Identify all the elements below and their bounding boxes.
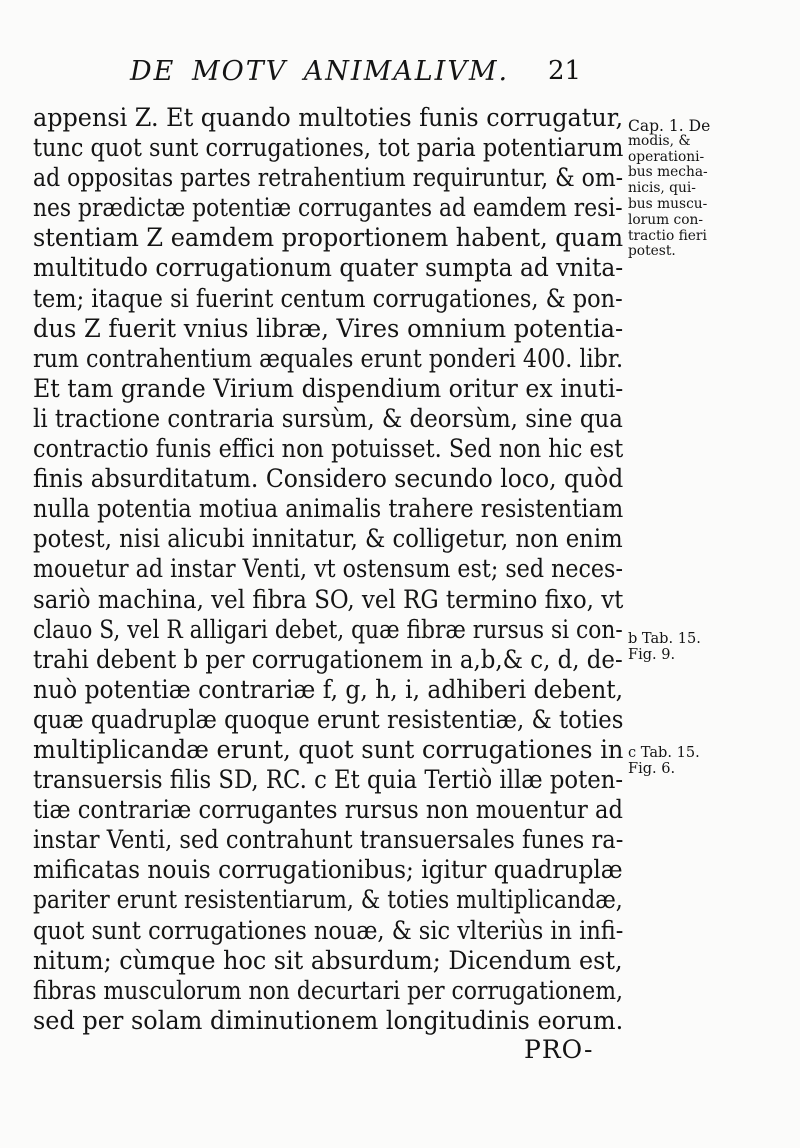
marginal-note-line: operationi- [628, 148, 705, 165]
text-line: sed per solam diminutionem longitudinis eorum. [33, 1005, 624, 1035]
running-head: DE MOTV ANIMALIVM. [130, 56, 510, 87]
marginal-note-line: tractio fieri [628, 227, 707, 244]
text-line: rum contrahentium æquales erunt ponderi 400. libr. [33, 343, 624, 373]
text-line: nuò potentiæ contrariæ f, g, h, i, adhiberi debent, [33, 674, 624, 704]
marginal-note-line: lorum con- [628, 211, 704, 228]
marginal-reference-c [628, 744, 793, 776]
text-line: potest, nisi alicubi innitatur, & colligetur, non enim [33, 524, 623, 554]
text-line: mificatas nouis corrugationibus; igitur quadruplæ [33, 855, 623, 885]
text-line: quot sunt corrugationes nouæ, & sic vlteriùs in infi- [33, 915, 624, 945]
text-line: ad oppositas partes retrahentium requiruntur, & om- [33, 163, 624, 193]
text-line: tiæ contrariæ corrugantes rursus non mouentur ad [33, 795, 623, 825]
text-line: appensi Z. Et quando multoties funis corrugatur, [33, 103, 624, 132]
marginal-note-line: Cap. 1. De [628, 116, 711, 135]
reference-line: c Tab. 15. [628, 743, 700, 761]
text-line: quæ quadruplæ quoque erunt resistentiæ, & toties [33, 704, 624, 734]
text-line: multitudo corrugationum quater sumpta ad vnita- [33, 253, 624, 283]
page-number: 21 [548, 56, 582, 86]
text-line: nitum; cùmque hoc sit absurdum; Dicendum est, [33, 945, 623, 975]
marginal-note-chapter [628, 118, 793, 260]
text-line: pariter erunt resistentiarum, & toties multiplicandæ, [33, 885, 623, 915]
reference-line: Fig. 6. [628, 759, 676, 777]
marginal-reference-b [628, 630, 793, 662]
text-line: Et tam grande Virium dispendium oritur ex inuti- [33, 373, 624, 403]
reference-line: Fig. 9. [628, 645, 676, 663]
marginal-note-line: nicis, qui- [628, 180, 696, 197]
marginal-note-line: bus muscu- [628, 195, 708, 212]
text-line: sariò machina, vel fibra SO, vel RG termino fixo, vt [33, 584, 624, 614]
text-line: fibras musculorum non decurtari per corrugationem, [33, 975, 623, 1005]
catchword: PRO- [524, 1035, 594, 1064]
text-line: trahi debent b per corrugationem in a,b,& c, d, de- [33, 644, 623, 674]
text-line: li tractione contraria sursùm, & deorsùm, sine qua [33, 403, 623, 433]
text-line: transuersis filis SD, RC. c Et quia Tertiò illæ poten- [33, 765, 624, 795]
text-line: dus Z fuerit vnius libræ, Vires omnium potentia- [33, 313, 624, 343]
text-line: nes prædictæ potentiæ corrugantes ad eamdem resi- [33, 193, 623, 223]
text-line: stentiam Z eamdem proportionem habent, quam [33, 223, 624, 253]
marginal-note-line: bus mecha- [628, 164, 708, 181]
text-line: clauo S, vel R alligari debet, quæ fibræ rursus si con- [33, 614, 623, 644]
text-line: multiplicandæ erunt, quot sunt corrugationes in [33, 734, 624, 764]
text-line: tunc quot sunt corrugationes, tot paria potentiarum [33, 133, 624, 163]
text-line: mouetur ad instar Venti, vt ostensum est; sed neces- [33, 554, 623, 584]
marginal-note-line: potest. [628, 243, 676, 260]
text-line: instar Venti, sed contrahunt transuersales funes ra- [33, 825, 624, 855]
text-line: tem; itaque si fuerint centum corrugationes, & pon- [33, 283, 623, 313]
main-text-block [33, 103, 625, 1036]
text-line: finis absurditatum. Considero secundo loco, quòd [33, 464, 624, 494]
text-line: nulla potentia motiua animalis trahere resistentiam [33, 494, 624, 524]
reference-line: b Tab. 15. [628, 629, 701, 647]
marginal-note-line: modis, & [628, 132, 691, 149]
text-line: contractio funis effici non potuisset. Sed non hic est [33, 434, 624, 464]
